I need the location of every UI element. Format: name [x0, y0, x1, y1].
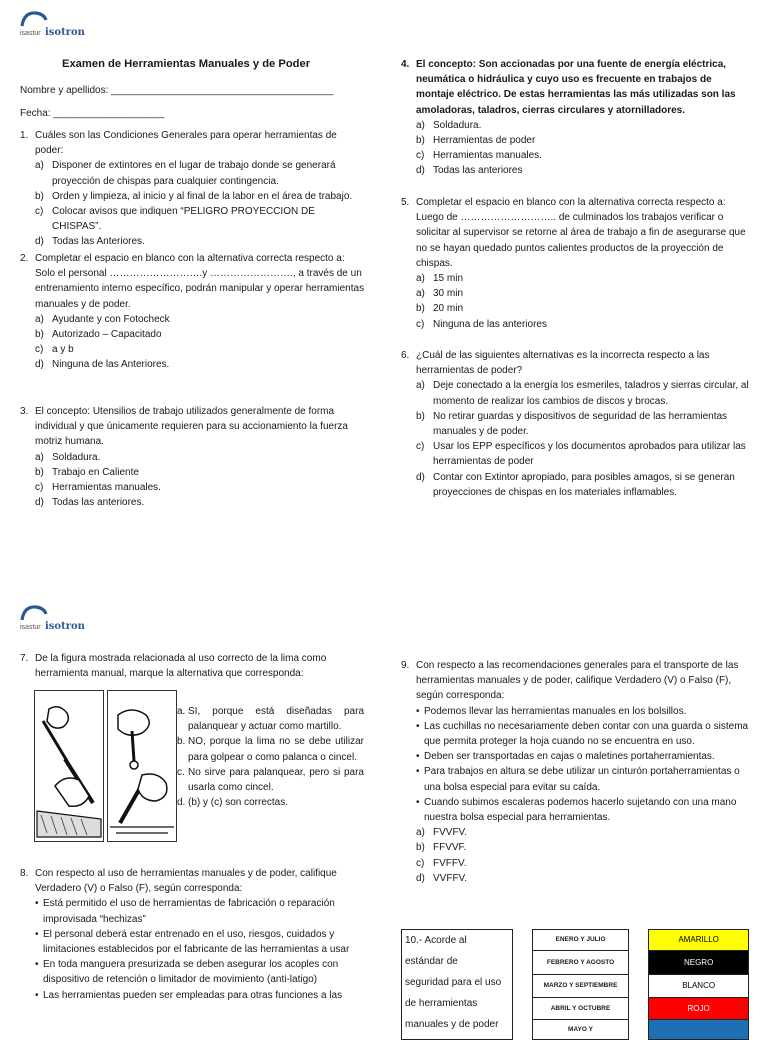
lead-line: manuales y de poder [405, 1019, 499, 1030]
option-text: No sirve para palanquear, pero si para usarla como cincel. [188, 766, 364, 794]
option-text: 15 min [433, 273, 464, 285]
option-letter: d) [416, 165, 425, 177]
question-5 [401, 195, 749, 332]
option-letter: a) [416, 827, 425, 839]
option[interactable] [35, 234, 366, 249]
color-cell[interactable]: AMARILLO [649, 930, 749, 951]
option[interactable] [35, 450, 366, 465]
option-letter: d) [416, 471, 425, 483]
name-blank[interactable]: ________________________________________ [111, 85, 334, 96]
option-text: Autorizado – Capacitado [52, 329, 162, 341]
option-text: (b) y (c) son correctas. [188, 797, 289, 809]
option-letter: a) [35, 160, 44, 172]
option[interactable] [35, 158, 366, 188]
logo-brand-text: isotron [45, 621, 85, 632]
option[interactable] [416, 871, 749, 886]
option-text: Contar con Extintor apropiado, para posibles amagos, si se generan proyecciones de chispas en los materiales inflamables. [433, 471, 735, 498]
option[interactable] [416, 470, 749, 500]
option-letter: b) [35, 466, 44, 478]
logo-small-text: isastur [20, 624, 41, 631]
lead-line: seguridad para el uso [405, 977, 502, 988]
option-letter: b. [177, 736, 186, 748]
statement-text: Las herramientas pueden ser empleadas para otras funciones a las [43, 989, 343, 1001]
question-10-lead [402, 930, 513, 1040]
option[interactable] [416, 133, 749, 148]
name-label: Nombre y apellidos: [20, 85, 109, 96]
table-gap [512, 930, 532, 1040]
option-text: Usar los EPP específicos y los documentos aprobados para utilizar las herramientas de poder [433, 441, 746, 468]
statement-item [35, 927, 366, 957]
statement-text: El personal deberá estar entrenado en el uso, riesgos, cuidados y limitaciones establecidos por el fabricante de las herramientas a usar [43, 928, 350, 956]
option-text: Herramientas manuales. [433, 150, 542, 162]
option[interactable] [416, 301, 749, 316]
table-gap [629, 930, 649, 1040]
logo-swoosh-icon [20, 10, 48, 30]
question-stem: Con respecto a las recomendaciones generales para el transporte de las herramientas manuales y de poder, califique Verdadero (V) o Falso (F), según corresponda: [416, 660, 739, 702]
question-stem: Completar el espacio en blanco con la alternativa correcta respecto a: [35, 253, 345, 264]
option-text: Orden y limpieza, al inicio y al final de la labor en el área de trabajo. [52, 190, 353, 202]
question-6 [401, 348, 749, 500]
question-number: 9. [401, 660, 410, 671]
option[interactable] [177, 795, 364, 810]
bullet-icon: • [35, 959, 39, 971]
option-letter: c) [35, 482, 44, 494]
option-letter: a) [35, 451, 44, 463]
option-letter: a. [177, 706, 186, 717]
question-stem: ¿Cuál de las siguientes alternativas es la incorrecta respecto a las herramientas de poder? [416, 350, 710, 377]
option[interactable] [35, 189, 366, 204]
question-number: 1. [20, 130, 29, 141]
question-body: Solo el personal ……………………….y ……………………., a través de un entrenamiento interno específico, podrán manipular y operar herramientas manuales y de poder. [35, 268, 365, 310]
option-text: Ninguna de las Anteriores. [52, 359, 170, 371]
option-text: Herramientas manuales. [52, 482, 161, 494]
question-stem: El concepto: Utensilios de trabajo utilizados generalmente de forma individual y que únicamente requieren para su accionamiento la fuerza motriz humana. [35, 406, 348, 448]
bullet-icon: • [35, 989, 39, 1001]
option-letter: b) [416, 410, 425, 422]
option[interactable] [416, 439, 749, 469]
option[interactable] [416, 409, 749, 439]
option-text: FFVVF. [433, 842, 467, 854]
statement-item [35, 896, 366, 926]
option[interactable] [35, 480, 366, 495]
option-text: Herramientas de poder [433, 135, 536, 147]
option[interactable] [177, 734, 364, 764]
date-label: Fecha: [20, 108, 51, 119]
option-letter: a) [35, 313, 44, 325]
option-text: FVVFV. [433, 827, 468, 839]
option[interactable] [35, 327, 366, 342]
option-text: Soldadura. [52, 451, 101, 463]
bullet-icon: • [35, 928, 39, 940]
statement-text: Podemos llevar las herramientas manuales en los bolsillos. [424, 705, 687, 717]
option[interactable] [416, 378, 749, 408]
statement-item [416, 719, 749, 749]
option-letter: b) [416, 842, 425, 854]
statement-text: Para trabajos en altura se debe utilizar un cinturón portaherramientas o una bolsa especial para evitar su caída. [424, 766, 740, 793]
color-cell[interactable]: BLANCO [649, 975, 749, 998]
option[interactable] [416, 856, 749, 871]
bullet-icon: • [416, 796, 420, 808]
color-cell[interactable] [649, 1020, 749, 1040]
bullet-icon: • [416, 720, 420, 732]
question-2 [20, 251, 366, 373]
option-letter: d) [35, 236, 44, 248]
option[interactable] [416, 286, 749, 301]
option-text: Todas las anteriores. [52, 497, 145, 509]
option-letter: a) [416, 273, 425, 285]
question-number: 7. [20, 653, 29, 664]
option-letter: c) [416, 857, 425, 869]
statement-item [35, 957, 366, 987]
option-letter: d. [177, 797, 186, 809]
name-field[interactable] [20, 83, 334, 98]
option-text: Ninguna de las anteriores [433, 318, 547, 330]
question-stem: Completar el espacio en blanco con la alternativa correcta respecto a: [416, 197, 726, 208]
page-title: Examen de Herramientas Manuales y de Poder [62, 58, 311, 70]
option[interactable] [177, 704, 364, 734]
option[interactable] [416, 271, 749, 286]
lead-line: de herramientas [405, 998, 478, 1009]
option-letter: d) [35, 497, 44, 509]
statement-item [416, 749, 749, 764]
file-misuse-figure-left [34, 690, 104, 842]
option-letter: a) [416, 119, 425, 131]
option-text: 20 min [433, 303, 464, 315]
question-number: 4. [401, 59, 410, 70]
logo-brand-text: isotron [45, 27, 85, 38]
option-text: Todas las Anteriores. [52, 236, 145, 248]
question-8 [20, 866, 366, 1003]
question-number: 6. [401, 350, 410, 361]
statement-item [416, 795, 749, 825]
option-letter: a) [416, 288, 425, 300]
option[interactable] [35, 312, 366, 327]
option[interactable] [416, 840, 749, 855]
logo-small-text: isastur [20, 30, 41, 37]
company-logo [20, 10, 110, 42]
month-cell: ABRIL Y OCTUBRE [532, 998, 629, 1020]
statement-item [416, 704, 749, 719]
month-cell: ENERO Y JULIO [532, 930, 629, 951]
date-blank[interactable]: ____________________ [53, 108, 165, 119]
option-text: Colocar avisos que indiquen “PELIGRO PROYECCION DE CHISPAS”. [52, 206, 315, 233]
statement-text: Las cuchillas no necesariamente deben contar con una guarda o sistema que permita proteger la hoja cuando no se encuentra en uso. [424, 720, 749, 748]
question-4 [401, 57, 749, 179]
option-text: No retirar guardas y dispositivos de seguridad de las herramientas manuales y de poder. [433, 410, 728, 438]
option[interactable] [416, 163, 749, 178]
option-letter: a) [416, 380, 425, 392]
option[interactable] [35, 204, 366, 234]
question-stem: Con respecto al uso de herramientas manuales y de poder, califique Verdadero (V) o Falso (F), según corresponda: [35, 868, 337, 895]
statement-text: Cuando subimos escaleras podemos hacerlo sujetando con una mano nuestra bolsa especial para herramientas. [424, 796, 737, 824]
bullet-icon: • [416, 751, 420, 763]
option-letter: d) [416, 872, 425, 884]
color-cell[interactable]: ROJO [649, 998, 749, 1020]
option[interactable] [416, 148, 749, 163]
month-cell: FEBRERO Y AGOSTO [532, 951, 629, 975]
option-letter: d) [35, 359, 44, 371]
option[interactable] [416, 317, 749, 332]
option[interactable] [35, 495, 366, 510]
question-stem: Cuáles son las Condiciones Generales para operar herramientas de poder: [35, 130, 337, 157]
question-7-options [177, 704, 364, 810]
option[interactable] [416, 825, 749, 840]
option-text: Todas las anteriores [433, 165, 523, 177]
month-cell: MAYO Y [532, 1020, 629, 1040]
option-text: 30 min [433, 288, 464, 300]
question-stem: El concepto: Son accionadas por una fuente de energía eléctrica, neumática o hidráulica y cuyo uso es frecuente en trabajos de montaje eléctrico. De estas herramientas las más utilizadas son las amoladoras, taladros, cierras circulares y atornilladores. [416, 59, 736, 116]
bullet-icon: • [35, 898, 39, 910]
question-3 [20, 404, 366, 510]
question-9 [401, 658, 749, 886]
option-letter: c. [177, 766, 185, 778]
question-number: 8. [20, 868, 29, 879]
question-stem: De la figura mostrada relacionada al uso correcto de la lima como herramienta manual, marque la alternativa que corresponda: [35, 653, 327, 680]
option-letter: c) [35, 344, 44, 356]
option-text: Soldadura. [433, 119, 482, 131]
question-number: 3. [20, 406, 29, 417]
option[interactable] [177, 765, 364, 795]
option-text: SI, porque está diseñadas para palanquear y actuar como martillo. [188, 706, 364, 733]
color-code-table [401, 929, 749, 1040]
option-letter: c) [416, 441, 425, 453]
file-misuse-figure-right [107, 690, 177, 842]
option-text: a y b [52, 344, 74, 356]
option-text: FVFFV. [433, 857, 467, 869]
question-number: 2. [20, 253, 29, 264]
option-letter: c) [35, 206, 44, 218]
statement-text: En toda manguera presurizada se deben asegurar los acoples con dispositivo de retención o limitador de movimiento (anti-latigo) [43, 959, 339, 986]
color-cell[interactable]: NEGRO [649, 951, 749, 975]
option-letter: b) [35, 329, 44, 341]
file-hammering-illustration-icon [35, 691, 103, 841]
month-cell: MARZO Y SEPTIEMBRE [532, 975, 629, 998]
statement-text: Deben ser transportadas en cajas o maletines portaherramientas. [424, 751, 715, 763]
file-prying-illustration-icon [108, 691, 176, 841]
option[interactable] [35, 342, 366, 357]
question-number: 5. [401, 197, 410, 208]
option-letter: b) [416, 135, 425, 147]
statement-item [416, 764, 749, 794]
bullet-icon: • [416, 705, 420, 717]
logo-swoosh-icon [20, 604, 48, 624]
option[interactable] [35, 465, 366, 480]
question-7 [20, 651, 366, 681]
option[interactable] [416, 118, 749, 133]
option-letter: b) [35, 190, 44, 202]
option-text: VVFFV. [433, 872, 468, 884]
question-body: Luego de ……………………….. de culminados los trabajos verificar o solicitar al supervisor se retorne al área de trabajo a fin de asegurarse que no se hayan quedado puntos calientes productos de la proyección de chispas. [416, 212, 746, 269]
option-text: NO, porque la lima no se debe utilizar para golpear o como palanca o cincel. [188, 736, 364, 763]
option-letter: c) [416, 318, 425, 330]
company-logo-page-2 [20, 604, 110, 636]
statement-item [35, 988, 366, 1003]
option-text: Deje conectado a la energía los esmeriles, taladros y sierras circular, al momento de realizar los cambios de discos y brocas. [433, 380, 749, 407]
option-letter: c) [416, 150, 425, 162]
date-field[interactable] [20, 106, 165, 121]
option[interactable] [35, 357, 366, 372]
option-text: Disponer de extintores en el lugar de trabajo donde se generará proyección de chispas para cualquier contingencia. [52, 160, 336, 187]
lead-line: 10.- Acorde al [405, 935, 467, 946]
option-letter: b) [416, 303, 425, 315]
lead-line: estándar de [405, 956, 458, 967]
bullet-icon: • [416, 766, 420, 778]
statement-text: Está permitido el uso de herramientas de fabricación o reparación improvisada “hechizas” [43, 898, 335, 925]
question-1 [20, 128, 366, 250]
option-text: Ayudante y con Fotocheck [52, 313, 170, 325]
option-text: Trabajo en Caliente [52, 466, 139, 478]
